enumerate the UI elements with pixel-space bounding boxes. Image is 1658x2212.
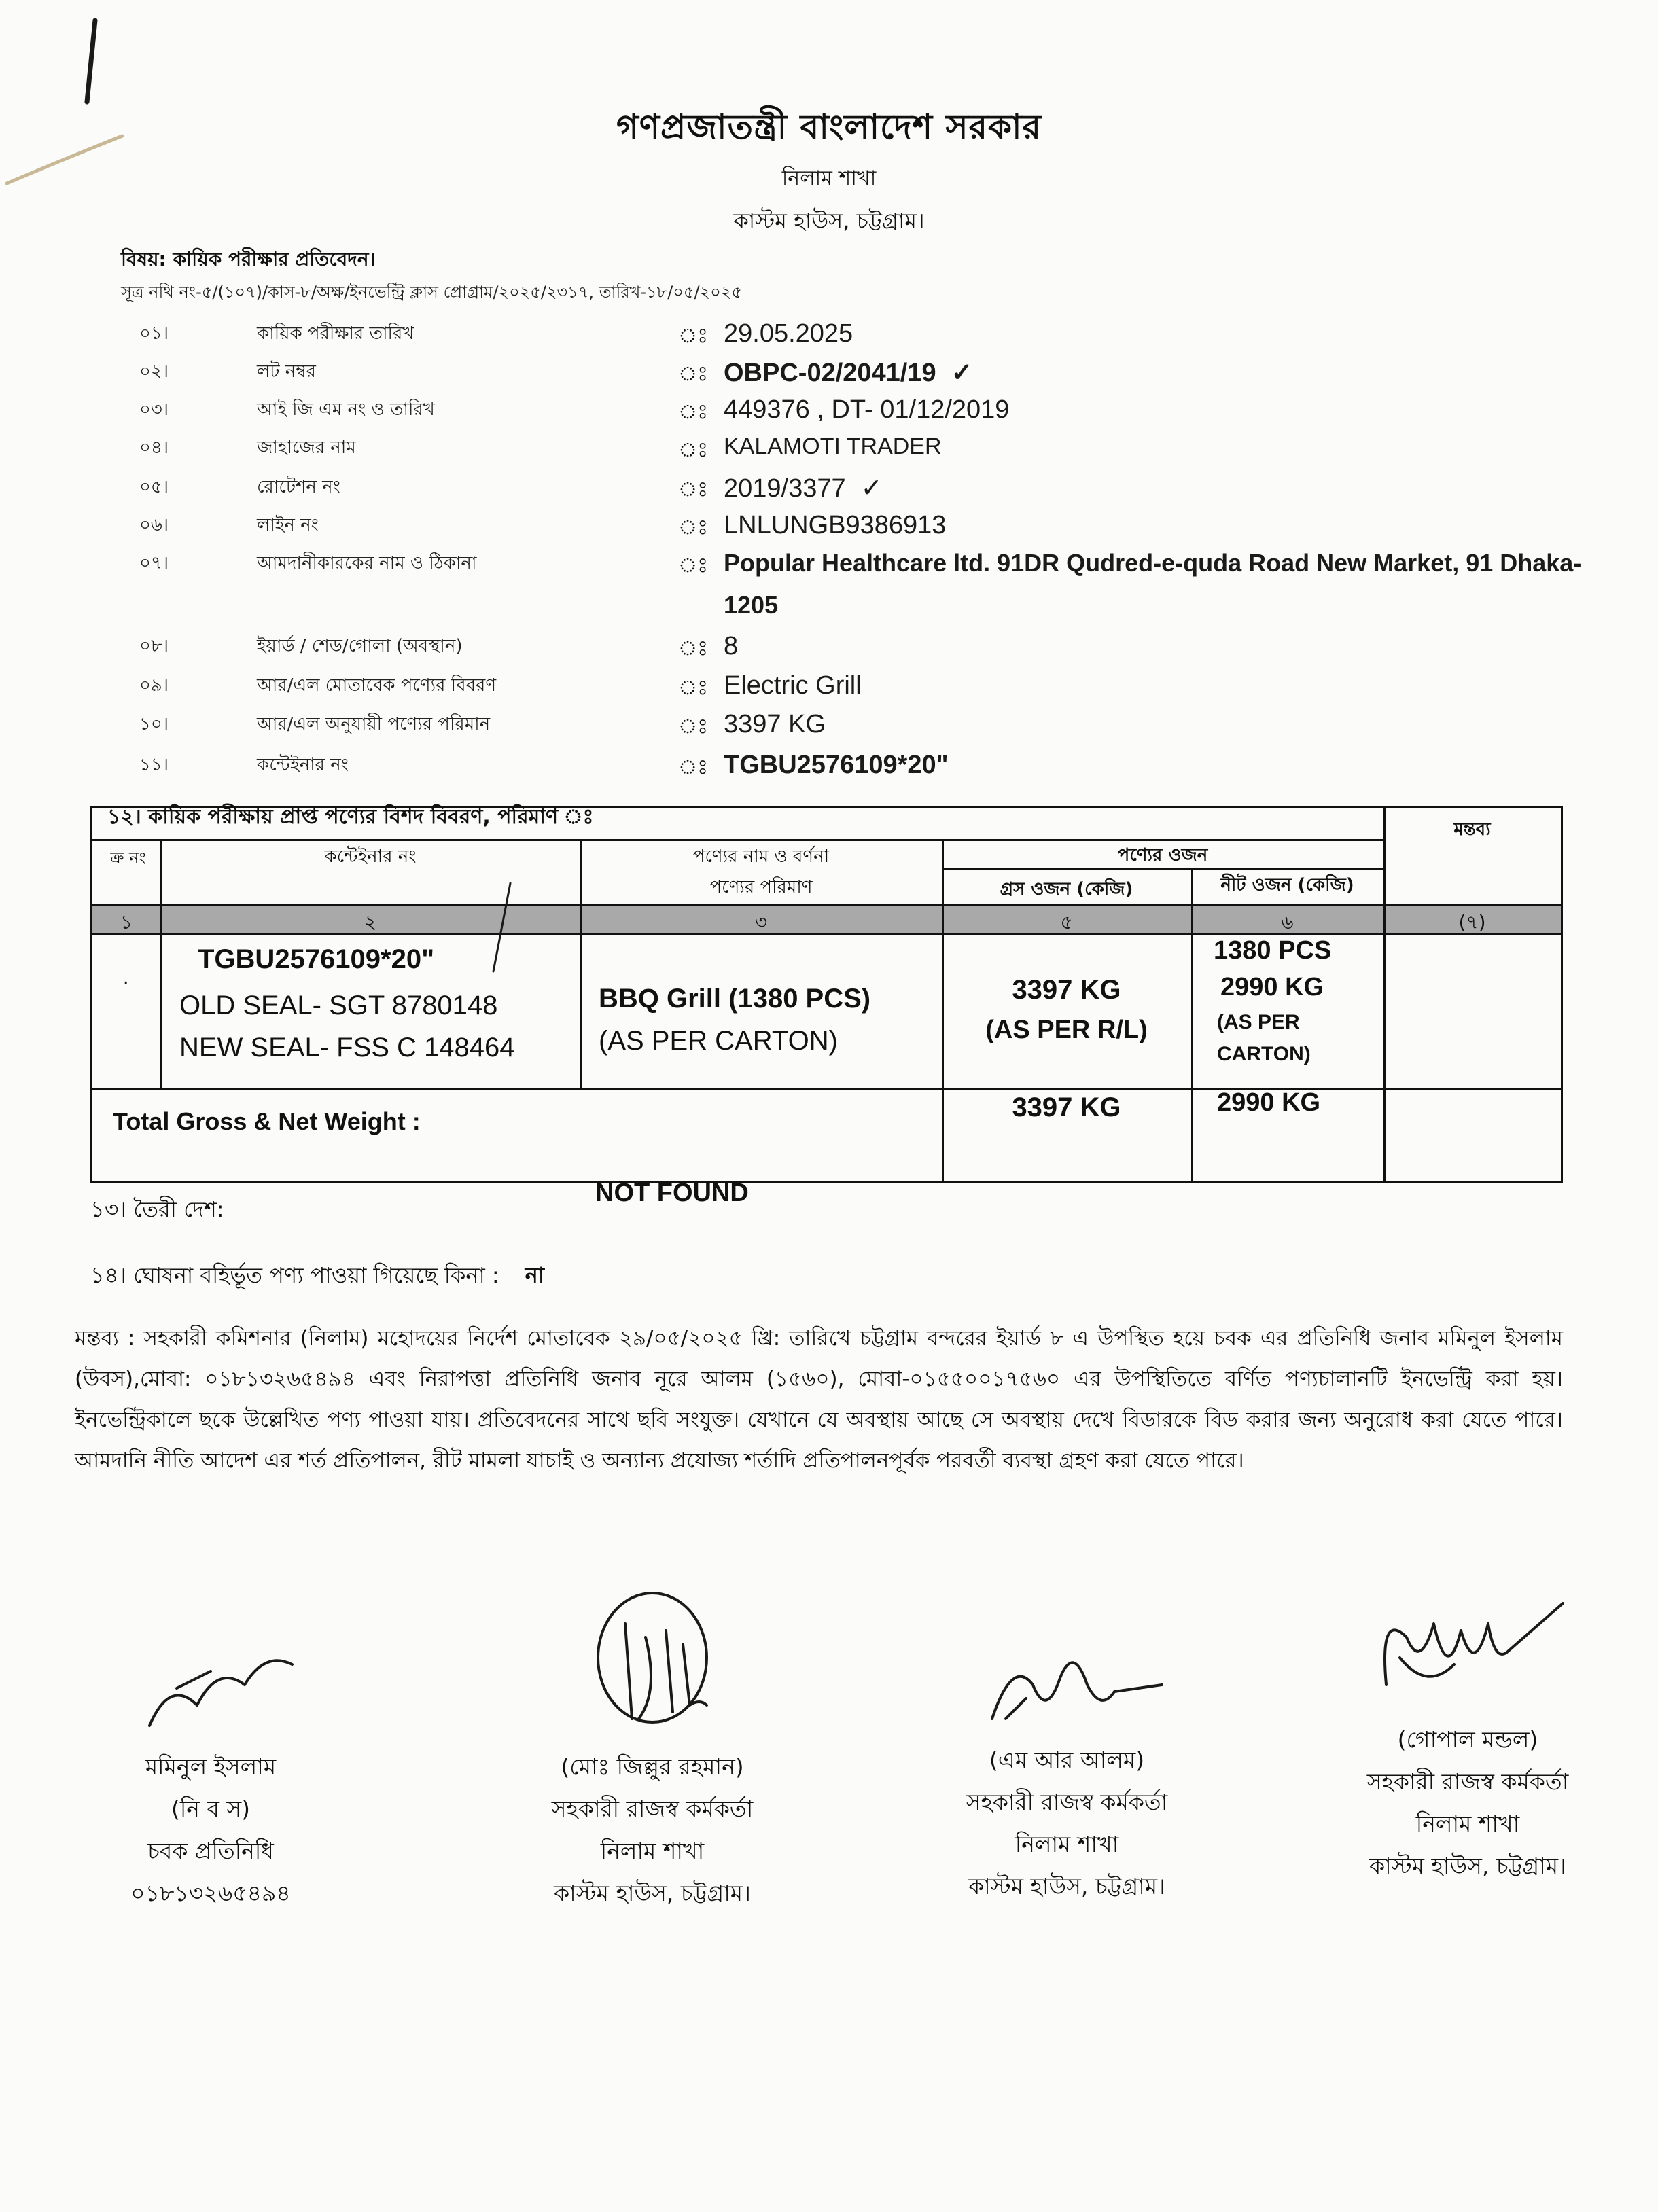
col-number: ২ [364, 911, 377, 933]
header-product: পণ্যের নাম ও বর্ণনা [692, 846, 830, 867]
item-number: ০৪। [139, 438, 169, 458]
signatory-line2: সহকারী রাজস্ব কর্মকর্তা [966, 1789, 1168, 1815]
signatory-line4: কাস্টম হাউস, চট্টগ্রাম। [968, 1873, 1165, 1899]
pen-stroke [473, 876, 527, 978]
info-row [0, 395, 1658, 433]
net-note-line1: (AS PER [1217, 1011, 1300, 1033]
signatory-line4: কাস্টম হাউস, চট্টগ্রাম। [1369, 1853, 1566, 1879]
check-mark: ✓ [860, 474, 883, 503]
signatory-line3: চবক প্রতিনিধি [147, 1838, 274, 1864]
item-value: 3397 KG [724, 710, 826, 738]
government-title: গণপ্রজাতন্ত্রী বাংলাদেশ সরকার [616, 107, 1042, 147]
item-number: ০৬। [139, 515, 169, 535]
rotation-number: 2019/3377 [724, 474, 846, 503]
header-gross: গ্রস ওজন (কেজি) [1000, 879, 1133, 899]
signature-4 [1359, 1583, 1576, 1719]
signatory-3 [911, 1617, 1223, 1908]
item-label: ইয়ার্ড / শেড/গোলা (অবস্থান) [257, 636, 463, 656]
item-value [724, 357, 972, 388]
undeclared-line [90, 1258, 544, 1295]
signatory-2 [476, 1583, 829, 1914]
signatory-line3: নিলাম শাখা [1415, 1810, 1520, 1837]
signatory-name: (গোপাল মন্ডল) [1397, 1726, 1538, 1753]
header-serial: ক্র নং [110, 849, 146, 868]
item-value: KALAMOTI TRADER [724, 433, 942, 459]
signatory-4 [1318, 1583, 1617, 1887]
signatory-line4: ০১৮১৩২৬৫৪৯৪ [130, 1880, 291, 1906]
colon: ঃ [678, 637, 709, 660]
header-quantity: পণ্যের পরিমাণ [709, 877, 813, 897]
item-value [724, 473, 882, 503]
item-value: Electric Grill [724, 671, 862, 700]
undeclared-label: ১৪। ঘোষনা বহির্ভূত পণ্য পাওয়া গিয়েছে কিনা : [90, 1262, 499, 1288]
info-row [0, 433, 1658, 471]
signatory-line3: নিলাম শাখা [1015, 1831, 1119, 1857]
info-row [0, 671, 1658, 709]
signatory-name: মমিনুল ইসলাম [145, 1753, 277, 1780]
row-serial: . [123, 966, 129, 988]
info-row [0, 473, 1658, 511]
column-divider [160, 840, 162, 1090]
origin-label: ১৩। তৈরী দেশ: [90, 1196, 224, 1222]
signatory-line2: সহকারী রাজস্ব কর্মকর্তা [551, 1796, 754, 1822]
info-row [0, 549, 1658, 630]
item-number: ০১। [139, 323, 169, 344]
col-number: ১ [120, 911, 133, 933]
item-label: কন্টেইনার নং [257, 755, 349, 775]
row-divider [92, 904, 1561, 906]
item-label: আর/এল অনুযায়ী পণ্যের পরিমান [257, 714, 491, 734]
item-label: লাইন নং [257, 515, 319, 535]
header-weight: পণ্যের ওজন [1117, 845, 1208, 866]
item-label: লট নম্বর [257, 361, 316, 382]
colon: ঃ [678, 324, 709, 348]
undeclared-value: না [525, 1262, 545, 1288]
item-number: ০৭। [139, 553, 169, 573]
info-row [0, 751, 1658, 789]
origin-value: NOT FOUND [595, 1179, 749, 1207]
signature-2 [564, 1583, 741, 1746]
header-net: নীট ওজন (কেজি) [1220, 875, 1354, 895]
item-value: LNLUNGB9386913 [724, 511, 947, 539]
signatory-line4: কাস্টম হাউস, চট্টগ্রাম। [554, 1880, 751, 1906]
signatory-line2: (নি ব স) [171, 1796, 251, 1822]
old-seal: OLD SEAL- SGT 8780148 [179, 991, 498, 1020]
total-label: Total Gross & Net Weight : [113, 1107, 421, 1135]
item-number: ১১। [139, 755, 169, 775]
signatory-name: (এম আর আলম) [989, 1747, 1145, 1773]
container-number: TGBU2576109*20" [198, 944, 435, 974]
colon: ঃ [678, 400, 709, 424]
header-remarks: মন্তব্য [1453, 819, 1491, 840]
colon: ঃ [678, 715, 709, 738]
colon: ঃ [678, 438, 709, 462]
item-label: আর/এল মোতাবেক পণ্যের বিবরণ [257, 675, 497, 696]
row-divider [92, 1088, 1561, 1090]
section-12-heading: ১২। কায়িক পরীক্ষায় প্রাপ্ত পণ্যের বিশদ বিবরণ, পরিমাণ ঃ [107, 805, 594, 829]
item-number: ০৮। [139, 636, 169, 656]
colon: ঃ [678, 755, 709, 779]
item-label: আমদানীকারকের নাম ও ঠিকানা [257, 553, 477, 573]
inspection-table [90, 806, 1563, 1183]
office-name: কাস্টম হাউস, চট্টগ্রাম। [733, 208, 925, 234]
lot-number: OBPC-02/2041/19 [724, 359, 936, 387]
colon: ঃ [678, 362, 709, 386]
signatory-1 [88, 1624, 333, 1914]
new-seal: NEW SEAL- FSS C 148464 [179, 1033, 515, 1063]
colon: ঃ [678, 478, 709, 501]
item-number: ০৫। [139, 477, 169, 497]
item-label: আই জি এম নং ও তারিখ [257, 399, 435, 420]
product-name: BBQ Grill (1380 PCS) [599, 984, 871, 1014]
info-row [0, 357, 1658, 395]
col-number: (৭) [1458, 911, 1486, 933]
item-number: ০৯। [139, 675, 169, 696]
remark-paragraph: মন্তব্য : সহকারী কমিশনার (নিলাম) মহোদয়ের নির্দেশ মোতাবেক ২৯/০৫/২০২৫ খ্রি: তারিখে চট্টগ্রাম বন্দরের ইয়ার্ড ৮ এ উপস্থিত হয়ে চবক এর প্রতিনিধি জনাব মমিনুল ইসলাম (উবস),মোবা: ০১৮১৩২৬৫৪৯৪ এবং নিরাপত্তা প্রতিনিধি জনাব নূরে আলম (১৫৬০), মোবা-০১৫৫০০১৭৫৬০ এর উপস্থিতিতে বর্ণিত পণ্যচালানটি ইনভেন্ট্রি করা হয়। ইনভেন্ট্রিকালে ছকে উল্লেখিত পণ্য পাওয়া যায়। প্রতিবেদনের সাথে ছবি সংযুক্ত। যেখানে যে অবস্থায় আছে সে অবস্থায় দেখে বিডারকে বিড করার জন্য অনুরোধ করা যেতে পারে। আমদানি নীতি আদেশ এর শর্ত প্রতিপালন, রীট মামলা যাচাই ও অন্যান্য প্রযোজ্য শর্তাদি প্রতিপালনপূর্বক পরবর্তী ব্যবস্থা গ্রহণ করা যেতে পারে। [75, 1326, 1563, 1473]
signatory-line2: সহকারী রাজস্ব কর্মকর্তা [1366, 1768, 1569, 1795]
info-row [0, 632, 1658, 670]
col-number: ৬ [1281, 911, 1294, 933]
net-pieces: 1380 PCS [1214, 936, 1332, 965]
product-note: (AS PER CARTON) [599, 1026, 838, 1056]
info-row [0, 710, 1658, 748]
item-value: 8 [724, 632, 739, 660]
item-label: রোটেশন নং [257, 477, 340, 497]
item-value: 29.05.2025 [724, 319, 853, 348]
item-number: ১০। [139, 714, 169, 734]
net-weight: 2990 KG [1220, 973, 1324, 1001]
item-number: ০৩। [139, 399, 169, 420]
net-note-line2: CARTON) [1217, 1043, 1311, 1065]
subject-line: বিষয়: কায়িক পরীক্ষার প্রতিবেদন। [121, 248, 376, 270]
gross-note: (AS PER R/L) [985, 1016, 1148, 1044]
signature-1 [109, 1624, 313, 1746]
item-label: কায়িক পরীক্ষার তারিখ [257, 323, 414, 344]
total-gross: 3397 KG [1012, 1092, 1121, 1122]
item-label: জাহাজের নাম [257, 438, 356, 458]
signatory-name: (মোঃ জিল্লুর রহমান) [561, 1753, 744, 1780]
colon: ঃ [678, 516, 709, 539]
info-row [0, 319, 1658, 357]
check-mark: ✓ [951, 359, 973, 387]
column-divider [1383, 808, 1386, 1183]
total-net: 2990 KG [1217, 1088, 1321, 1117]
header-container: কন্টেইনার নং [324, 846, 417, 867]
item-number: ০২। [139, 361, 169, 382]
item-value: TGBU2576109*20" [724, 751, 949, 779]
col-number: ৫ [1060, 911, 1073, 933]
item-value: Popular Healthcare ltd. 91DR Qudred-e-quda Road New Market, 91 Dhaka-1205 [724, 549, 1582, 619]
branch-name: নিলাম শাখা [781, 166, 877, 190]
col-number: ৩ [754, 911, 768, 933]
signatory-line3: নিলাম শাখা [600, 1838, 705, 1864]
item-value: 449376 , DT- 01/12/2019 [724, 395, 1010, 424]
reference-line: সূত্র নথি নং-৫/(১০৭)/কাস-৮/অক্ষ/ইনভেন্ট্রি ক্লাস প্রোগ্রাম/২০২৫/২৩১৭, তারিখ-১৮/০৫/২০২৫ [121, 283, 742, 302]
gross-weight: 3397 KG [1012, 975, 1121, 1005]
colon: ঃ [678, 676, 709, 700]
colon: ঃ [678, 554, 709, 577]
signature-3 [965, 1617, 1169, 1739]
